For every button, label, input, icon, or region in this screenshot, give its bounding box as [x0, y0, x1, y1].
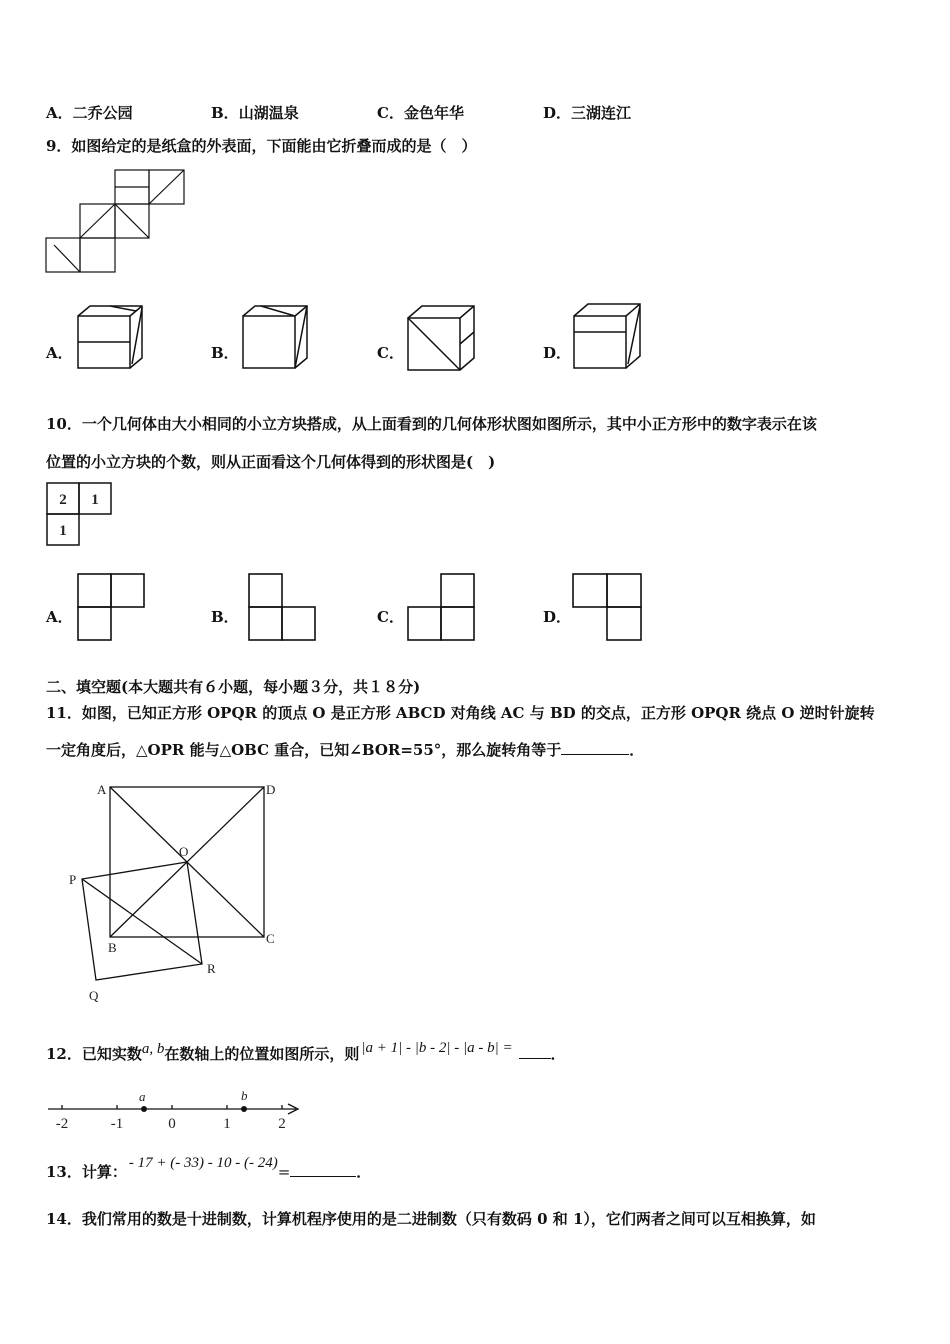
- q10-option-b: B．: [211, 608, 239, 626]
- tick-label: 1: [223, 1116, 231, 1132]
- section-heading: 二、填空题(本大题共有６小题，每小题３分，共１８分): [46, 678, 421, 696]
- q12-stem: 12．已知实数a, b在数轴上的位置如图所示，则 |a + 1| - |b - 2| - |a - b| = ．: [46, 1040, 566, 1063]
- q9-cube-b: [241, 304, 311, 374]
- q11-stem-line2: 一定角度后，△OPR 能与△OBC 重合，已知∠BOR=55°，那么旋转角等于 ．: [46, 741, 645, 759]
- q9-cube-d: [572, 302, 644, 374]
- q10-view-a: [76, 572, 148, 644]
- grid-number-1: 2: [59, 492, 67, 508]
- q11-stem-line1: 11．如图，已知正方形 OPQR 的顶点 O 是正方形 ABCD 对角线 AC 与 BD 的交点，正方形 OPQR 绕点 O 逆时针旋转: [46, 704, 875, 722]
- q13-answer-blank[interactable]: [290, 1162, 356, 1177]
- q9-stem: 9．如图给定的是纸盒的外表面，下面能由它折叠而成的是（ ）: [46, 137, 477, 155]
- q11-square-figure: [60, 778, 290, 1008]
- q13-expression: - 17 + (- 33) - 10 - (- 24): [128, 1155, 278, 1171]
- q9-cube-c: [406, 304, 478, 374]
- point-a-label: a: [139, 1089, 146, 1104]
- label-q: Q: [89, 988, 99, 1003]
- q10-view-c: [406, 572, 478, 644]
- q12-answer-blank[interactable]: [519, 1044, 551, 1059]
- label-o: O: [179, 844, 189, 859]
- q10-view-b: [247, 572, 319, 644]
- q8-option-a: A．二乔公园: [46, 104, 133, 122]
- q10-top-view-grid: [45, 481, 117, 549]
- q12-expression: |a + 1| - |b - 2| - |a - b| =: [361, 1040, 513, 1056]
- grid-number-2: 1: [91, 492, 99, 508]
- q9-option-b: B．: [211, 344, 239, 362]
- tick-label: -2: [55, 1116, 69, 1132]
- q10-option-c: C．: [377, 608, 404, 626]
- q9-cube-a: [76, 304, 146, 374]
- q8-option-b: B．山湖温泉: [211, 104, 299, 122]
- q9-option-c: C．: [377, 344, 404, 362]
- q9-option-a: A．: [46, 344, 73, 362]
- point-b: [241, 1106, 247, 1112]
- label-b: B: [108, 940, 117, 955]
- grid-number-3: 1: [59, 523, 67, 539]
- point-b-label: b: [241, 1088, 248, 1103]
- label-r: R: [207, 961, 216, 976]
- q10-option-a: A．: [46, 608, 73, 626]
- q9-net-figure: [44, 168, 194, 278]
- tick-label: 2: [278, 1116, 286, 1132]
- q8-option-c: C．金色年华: [377, 104, 464, 122]
- q14-stem: 14．我们常用的数是十进制数，计算机程序使用的是二进制数（只有数码 0 和 1），它们两者之间可以互相换算，如: [46, 1210, 816, 1228]
- tick-label: 0: [168, 1116, 176, 1132]
- q10-option-d: D．: [543, 608, 572, 626]
- q8-option-d: D．三湖连江: [543, 104, 632, 122]
- point-a: [141, 1106, 147, 1112]
- q10-view-d: [571, 572, 645, 644]
- q10-stem-line2: 位置的小立方块的个数，则从正面看这个几何体得到的形状图是( ): [46, 453, 496, 471]
- label-p: P: [69, 872, 77, 887]
- q13-stem: 13．计算： - 17 + (- 33) - 10 - (- 24)= ．: [46, 1155, 372, 1181]
- q10-stem-line1: 10．一个几何体由大小相同的小立方块搭成，从上面看到的几何体形状图如图所示，其中小正方形中的数字表示在该: [46, 415, 817, 433]
- q11-answer-blank[interactable]: [561, 740, 629, 755]
- label-d: D: [266, 782, 276, 797]
- label-a: A: [97, 782, 107, 797]
- q12-number-line: [44, 1086, 306, 1134]
- label-c: C: [266, 931, 275, 946]
- q9-option-d: D．: [543, 344, 572, 362]
- tick-label: -1: [110, 1116, 124, 1132]
